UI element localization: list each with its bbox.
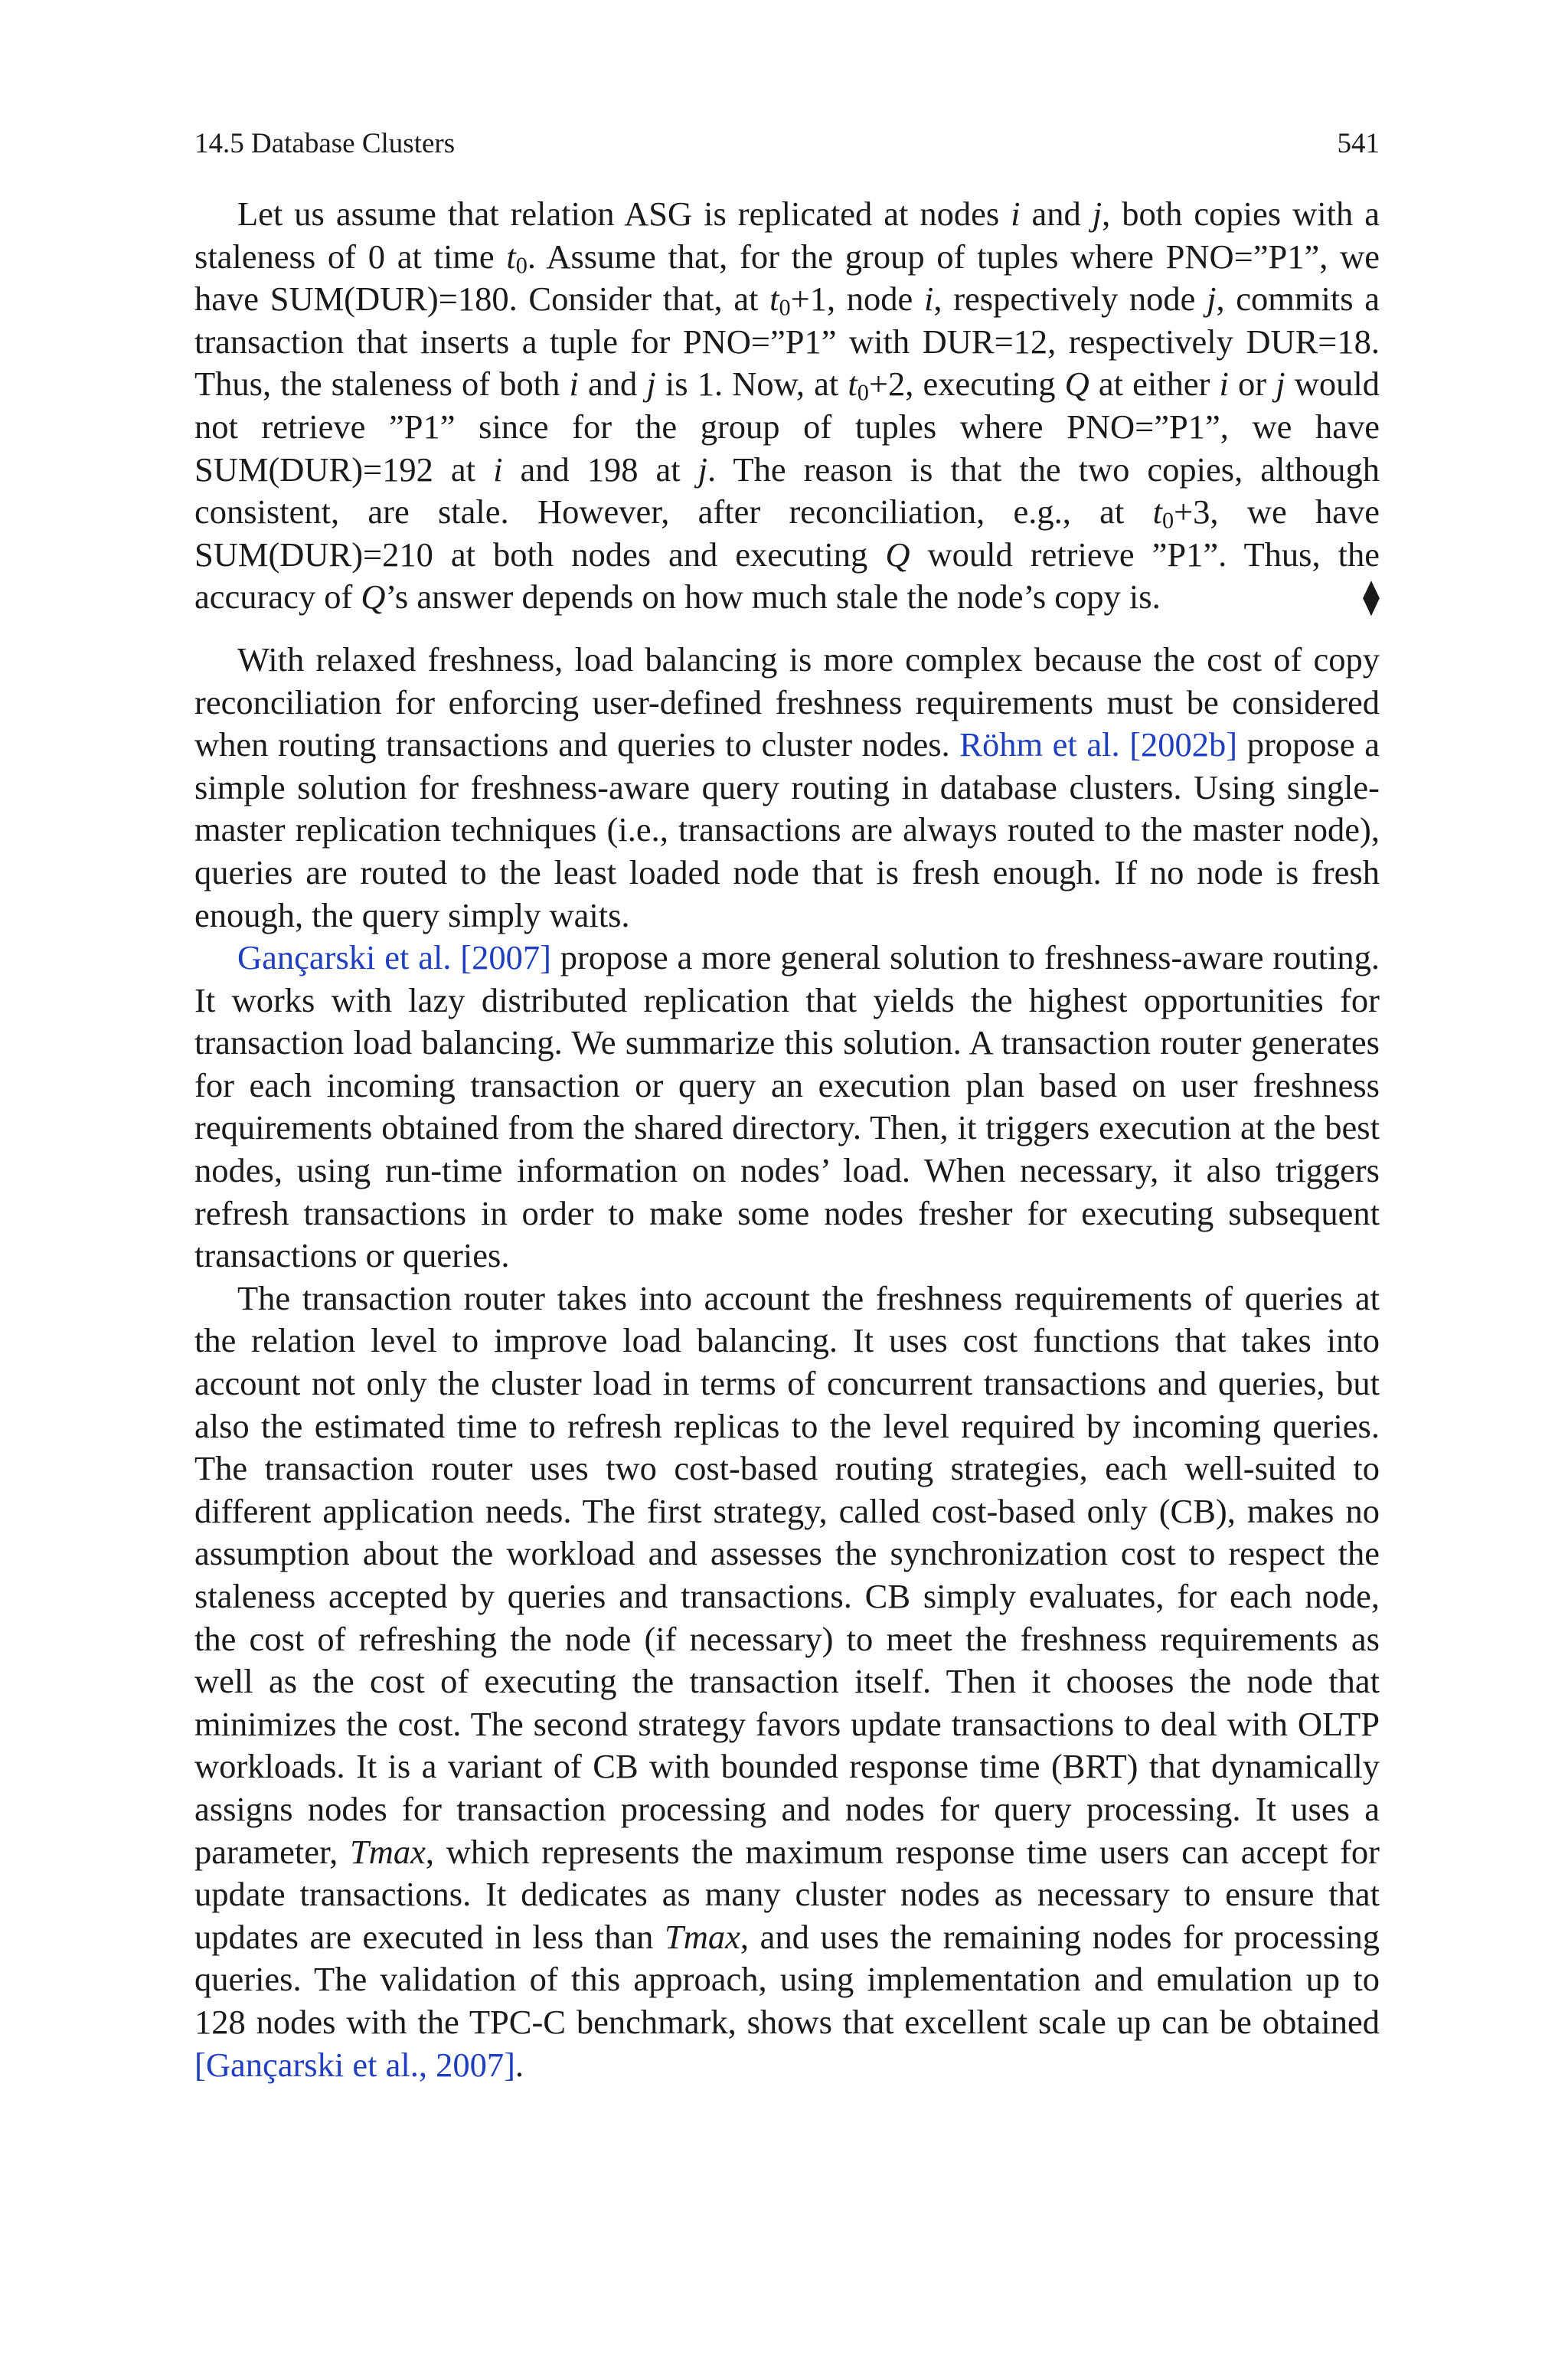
text-run: +3, we have SUM(DUR)=210 at both nodes and executing	[194, 492, 1380, 574]
text-run: and	[1020, 195, 1093, 233]
math-symbol: j	[1207, 280, 1217, 319]
math-symbol: i	[924, 280, 934, 319]
text-run: is 1. Now, at	[655, 365, 848, 404]
math-symbol: t	[769, 280, 779, 319]
page-number: 541	[1337, 128, 1380, 159]
math-symbol: Q	[361, 577, 386, 617]
text-run: The transaction router takes into account the freshness requirements of queries at the relation level to improve load balancing. It uses cost functions that takes into account not only the cluster load in terms of concurrent transactions and queries, but also the estimated time to refresh replicas to the level required by incoming queries. The transaction router uses two cost-based routing strategies, each well-suited to different application needs. The first strategy, called cost-based only (CB), makes no assumption about the workload and assesses the synchronization cost to respect the staleness accepted by queries and transactions. CB simply evaluates, for each node, the cost of refreshing the node (if necessary) to meet the freshness requirements as well as the cost of executing the transaction itself. Then it chooses the node that minimizes the cost. The second strategy favors update transactions to deal with OLTP workloads. It is a variant of CB with bounded response time (BRT) that dynamically assigns nodes for transaction processing and nodes for query processing. It uses a parameter,	[194, 1278, 1380, 1871]
text-run: . Assume that, for the group of tuples where PNO=”P1”, we have SUM(DUR)=180. Consider that, at	[194, 237, 1380, 319]
paragraph	[194, 1277, 1380, 2086]
math-symbol: i	[493, 450, 503, 489]
text-run: would retrieve ”P1”. Thus, the accuracy of	[194, 535, 1380, 617]
math-symbol: Tmax	[349, 1832, 426, 1871]
text-run: or	[1228, 365, 1276, 404]
text-run: , which represents the maximum response time users can accept for update transactions. It dedicates as many cluster nodes as necessary to ensure that updates are executed in less than	[194, 1832, 1380, 1956]
subscript: 0	[515, 252, 528, 279]
text-run: and	[578, 365, 647, 404]
citation-link[interactable]: Röhm et al. [2002b]	[959, 725, 1238, 764]
text-run: at either	[1089, 365, 1220, 404]
running-header	[194, 127, 1380, 161]
text-run: and 198 at	[502, 450, 698, 489]
text-run: , commits a transaction that inserts a tuple for PNO=”P1” with DUR=12, respectively DUR=18. Thus, the staleness of both	[194, 280, 1380, 404]
text-run: would not retrieve ”P1” since for the group of tuples where PNO=”P1”, we have SUM(DUR)=192 at	[194, 365, 1380, 489]
paragraph	[194, 639, 1380, 937]
citation-link[interactable]: Gançarski et al. [2007]	[237, 938, 551, 977]
section-title: 14.5 Database Clusters	[194, 128, 456, 159]
math-symbol: i	[1011, 195, 1021, 233]
math-symbol: t	[1152, 492, 1162, 532]
subscript: 0	[857, 380, 869, 407]
text-run: , both copies with a staleness of 0 at time	[194, 195, 1380, 276]
text-run: ’s answer depends on how much stale the node’s copy is.	[385, 577, 1161, 617]
text-run: , respectively node	[933, 280, 1207, 319]
math-symbol: t	[506, 237, 516, 276]
paragraph	[194, 193, 1380, 619]
subscript: 0	[779, 294, 791, 321]
math-symbol: j	[697, 450, 708, 489]
text-run: Let us assume that relation ASG is replicated at nodes	[237, 195, 1011, 233]
text-run: +1, node	[790, 280, 925, 319]
text-run: , and uses the remaining nodes for processing queries. The validation of this approach, using implementation and emulation up to 128 nodes with the TPC-C benchmark, shows that excellent scale up can be obtained	[194, 1917, 1380, 2041]
math-symbol: j	[1276, 365, 1285, 404]
math-symbol: i	[569, 365, 579, 404]
body-text	[194, 193, 1380, 2086]
text-run: . The reason is that the two copies, although consistent, are stale. However, after reconciliation, e.g., at	[194, 450, 1380, 532]
math-symbol: t	[848, 365, 858, 404]
math-symbol: i	[1219, 365, 1229, 404]
paragraph	[194, 937, 1380, 1277]
example-end-diamond-icon: ⧫	[1363, 577, 1380, 617]
math-symbol: j	[1092, 195, 1102, 233]
math-symbol: Tmax	[665, 1917, 740, 1956]
math-symbol: Q	[1064, 365, 1089, 404]
subscript: 0	[1161, 507, 1174, 534]
citation-link[interactable]: [Gançarski et al., 2007]	[194, 2045, 515, 2084]
math-symbol: Q	[885, 535, 910, 574]
text-run: .	[514, 2045, 524, 2084]
text-run: propose a simple solution for freshness-aware query routing in database clusters. Using single-master replication techniques (i.e., transactions are always routed to the master node), queries are routed to the least loaded node that is fresh enough. If no node is fresh enough, the query simply waits.	[194, 725, 1380, 934]
text-run: +2, executing	[868, 365, 1065, 404]
text-run: propose a more general solution to freshness-aware routing. It works with lazy distributed replication that yields the highest opportunities for transaction load balancing. We summarize this solution. A transaction router generates for each incoming transaction or query an execution plan based on user freshness requirements obtained from the shared directory. Then, it triggers execution at the best nodes, using run-time information on nodes’ load. When necessary, it also triggers refresh transactions in order to make some nodes fresher for executing subsequent transactions or queries.	[194, 938, 1380, 1275]
text-run: With relaxed freshness, load balancing is more complex because the cost of copy reconciliation for enforcing user-defined freshness requirements must be considered when routing transactions and queries to cluster nodes.	[194, 639, 1380, 764]
math-symbol: j	[646, 365, 656, 404]
